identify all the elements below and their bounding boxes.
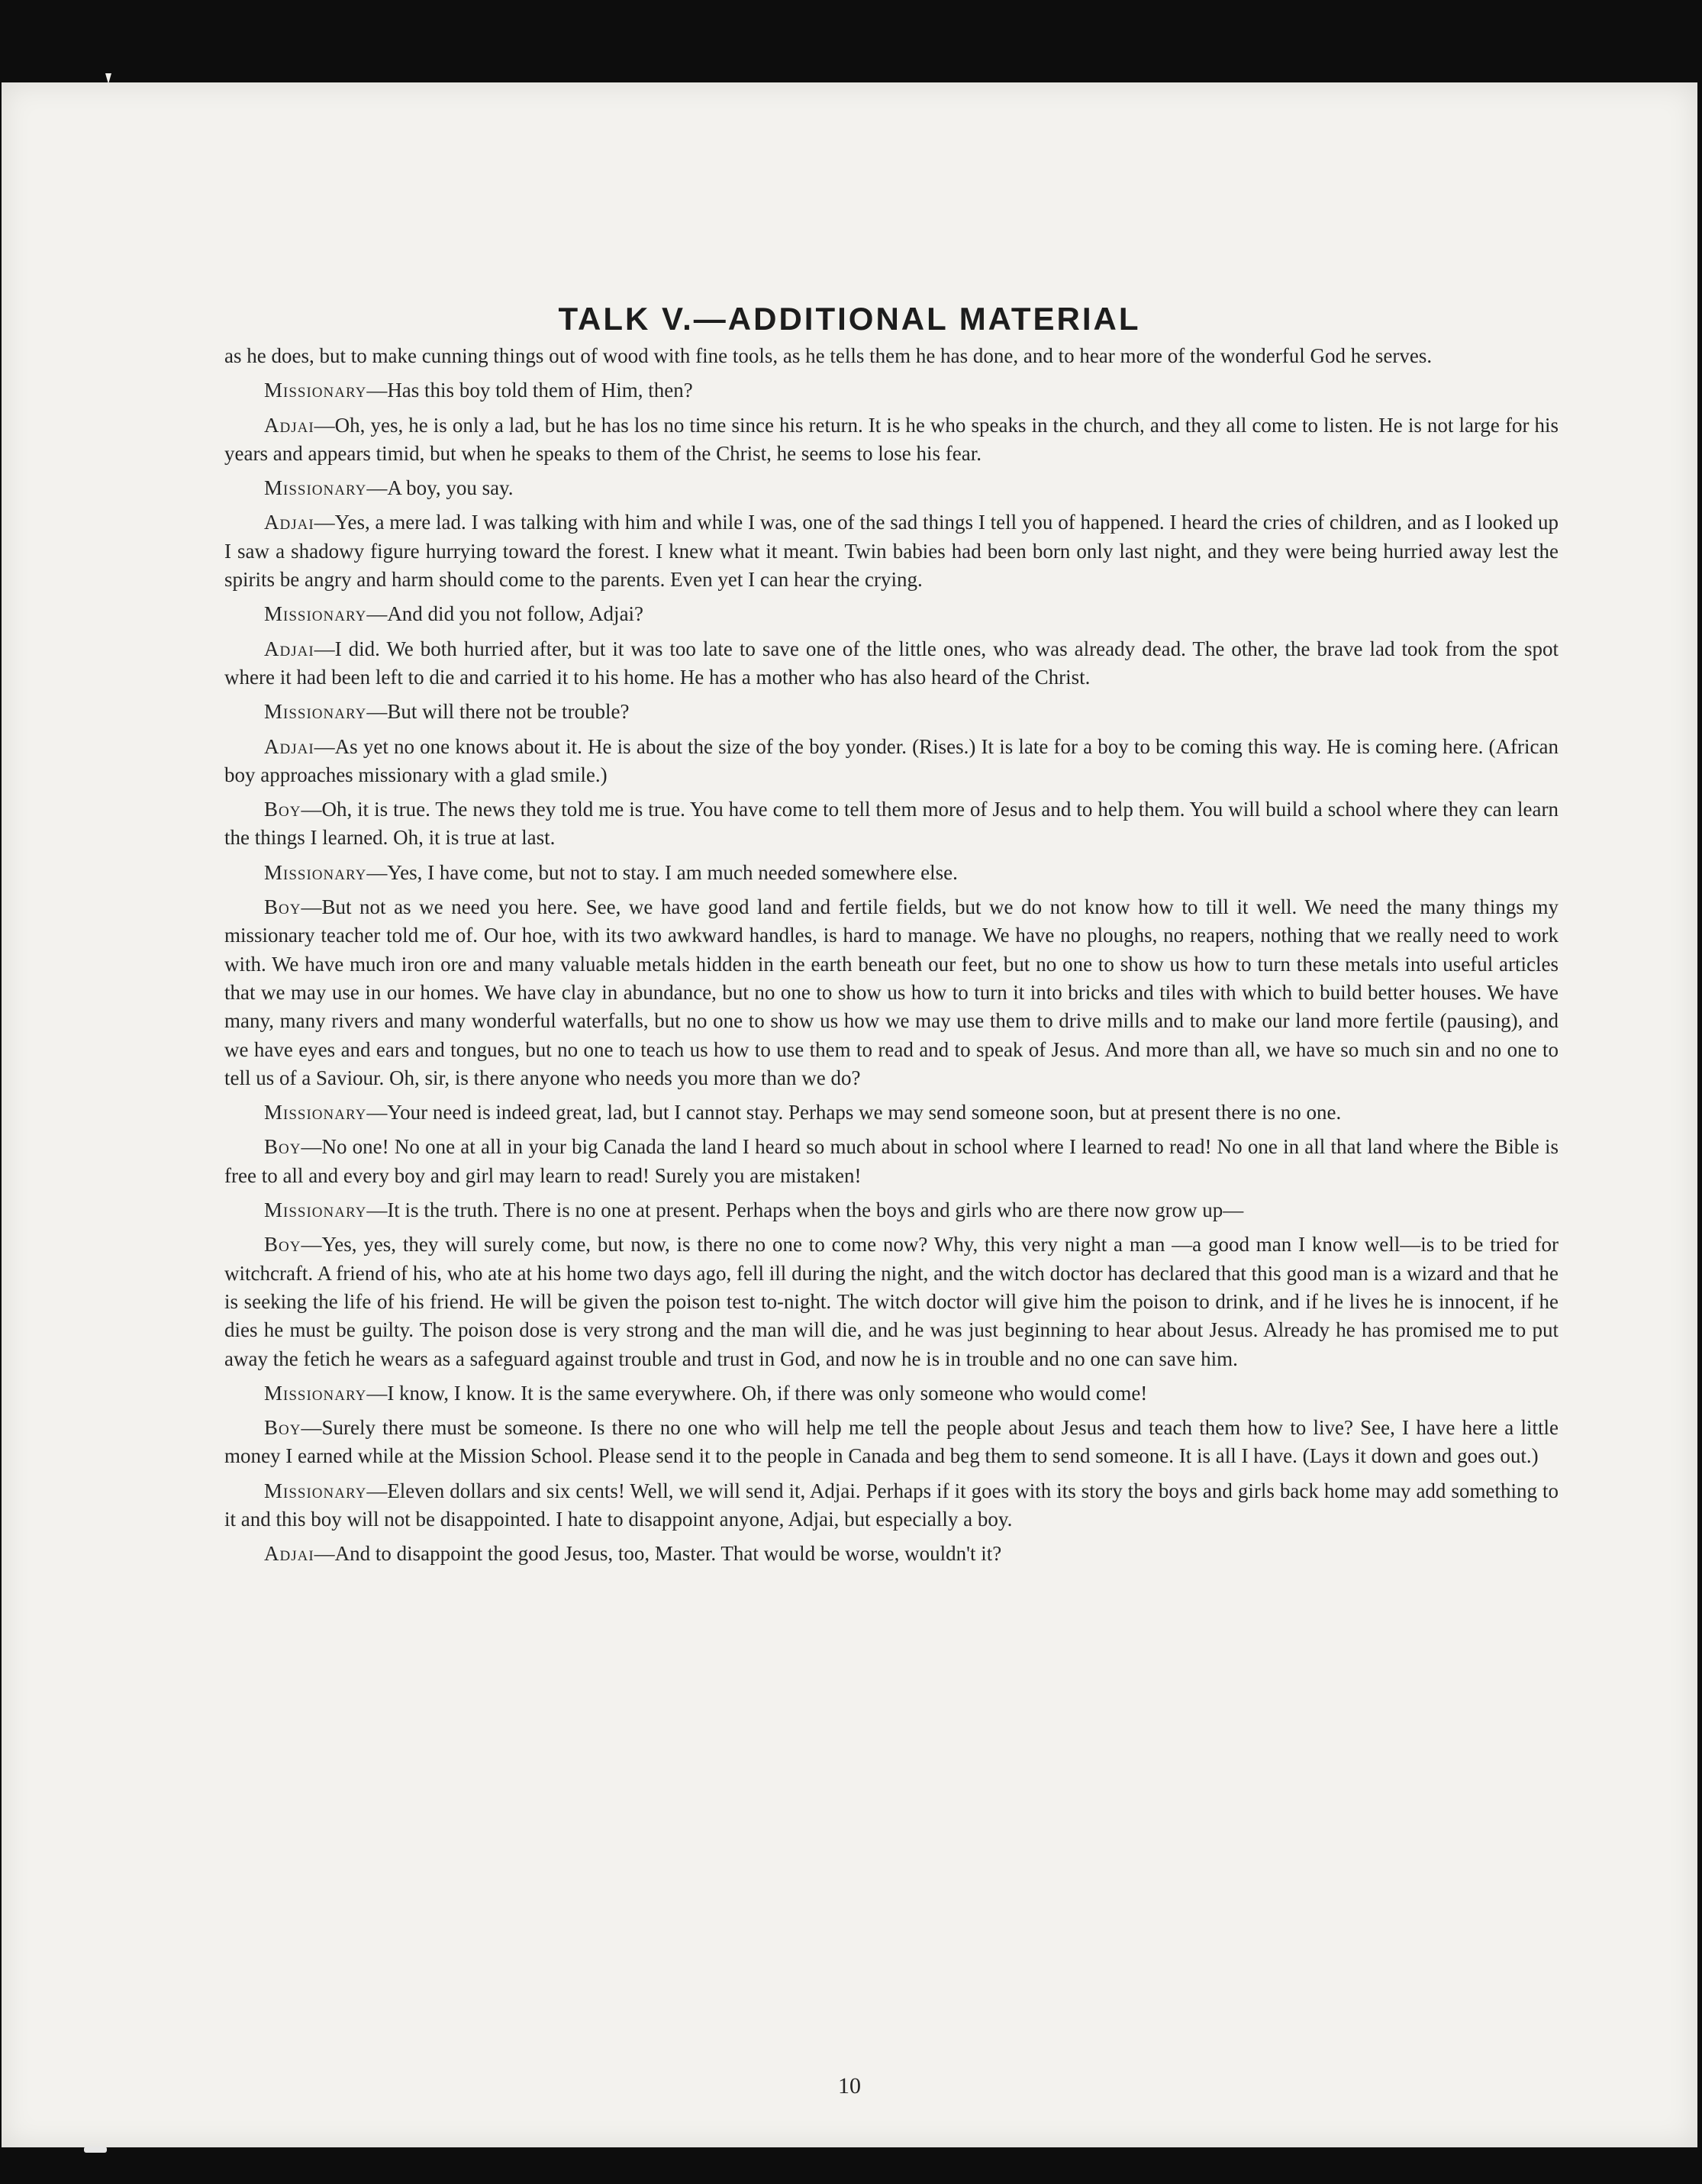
speaker-name: Boy — [264, 1135, 301, 1159]
line-text: —Oh, it is true. The news they told me is true. You have come to tell them more of Jesus and to help them. You will build a school where they can learn the things I learned. Oh, it is true at last. — [224, 798, 1559, 850]
dialogue-line — [224, 411, 1559, 469]
dialogue-line — [224, 1540, 1559, 1568]
line-text: —As yet no one knows about it. He is about the size of the boy yonder. (Rises.) It is late for a boy to be coming this way. He is coming here. (African boy approaches missionary with a glad smile.) — [224, 734, 1559, 786]
line-text: —It is the truth. There is no one at present. Perhaps when the boys and girls who are there now grow up— — [366, 1198, 1244, 1222]
dialogue-line — [224, 474, 1559, 502]
dialogue-line — [224, 1414, 1559, 1471]
scan-mark — [84, 2147, 107, 2153]
line-text: —Yes, a mere lad. I was talking with him and while I was, one of the sad things I tell you of happened. I heard the cries of children, and as I looked up I saw a shadowy figure hurrying toward the forest. I knew what it meant. Twin babies had been born only last night, and they were being hurried away lest the spirits be angry and harm should come to the parents. Even yet I can hear the crying. — [224, 511, 1559, 592]
dialogue-line — [224, 1133, 1559, 1190]
dialogue-line — [224, 1098, 1559, 1127]
document-page — [2, 82, 1697, 2147]
line-text: —No one! No one at all in your big Canada the land I heard so much about in school where I learned to read! No one in all that land where the Bible is free to all and every boy and girl may learn to read! Surely you are mistaken! — [224, 1135, 1559, 1187]
dialogue-text — [224, 342, 1559, 1575]
line-text: —Yes, yes, they will surely come, but now, is there no one to come now? Why, this very night a man —a good man I know well—is to be tried for witchcraft. A friend of his, who ate at his home two days ago, fell ill during the night, and the witch doctor has declared that this good man is a wizard and that he is seeking the life of his friend. He will be given the poison test to-night. The witch doctor will give him the poison to drink, and if he lives he is innocent, if he dies he must be guilty. The poison dose is very strong and the man will die, and he was just beginning to hear about Jesus. Already he has promised me to put away the fetich he wears as a safeguard against trouble and trust in God, and now he is in trouble and no one can save him. — [224, 1233, 1559, 1370]
dialogue-line — [224, 795, 1559, 853]
dialogue-line — [224, 859, 1559, 887]
speaker-name: Boy — [264, 895, 301, 919]
page-title: TALK V.—ADDITIONAL MATERIAL — [558, 301, 1141, 337]
dialogue-line — [224, 733, 1559, 790]
line-text: —Oh, yes, he is only a lad, but he has los no time since his return. It is he who speaks in the church, and they all come to listen. He is not large for his years and appears timid, but when he speaks to them of the Christ, he seems to lose his fear. — [224, 413, 1559, 465]
page-number: 10 — [838, 2073, 861, 2099]
speaker-name: Adjai — [264, 734, 314, 758]
dialogue-line — [224, 698, 1559, 726]
speaker-name: Adjai — [264, 413, 314, 437]
line-text: —And did you not follow, Adjai? — [366, 602, 644, 626]
speaker-name: Missionary — [264, 379, 367, 402]
line-text: —Eleven dollars and six cents! Well, we will send it, Adjai. Perhaps if it goes with its story the boys and girls back home may add something to it and this boy will not be disappointed. I hate to disappoint anyone, Adjai, but especially a boy. — [224, 1479, 1559, 1531]
dialogue-line — [224, 893, 1559, 1092]
dialogue-line — [224, 600, 1559, 628]
speaker-name: Missionary — [264, 1101, 367, 1124]
line-text: —I did. We both hurried after, but it was too late to save one of the little ones, who was already dead. The other, the brave lad took from the spot where it had been left to die and carried it to his home. He has a mother who has also heard of the Christ. — [224, 637, 1559, 689]
dialogue-line — [224, 1477, 1559, 1534]
dialogue-line — [224, 376, 1559, 405]
speaker-name: Boy — [264, 1416, 301, 1440]
dialogue-line — [224, 1196, 1559, 1224]
speaker-name: Boy — [264, 1233, 301, 1257]
speaker-name: Adjai — [264, 637, 314, 660]
speaker-name: Missionary — [264, 700, 367, 724]
speaker-name: Adjai — [264, 1542, 314, 1566]
speaker-name: Missionary — [264, 860, 367, 884]
line-text: —I know, I know. It is the same everywhere. Oh, if there was only someone who would come! — [366, 1381, 1148, 1405]
line-text: —A boy, you say. — [366, 476, 514, 500]
line-text: —But not as we need you here. See, we have good land and fertile fields, but we do not know how to till it well. We need the many things my missionary teacher told me of. Our hoe, with its two awkward handles, is hard to manage. We have no ploughs, no reapers, nothing that we really need to work with. We have much iron ore and many valuable metals hidden in the earth beneath our feet, but no one to show us how to turn these metals into useful articles that we may use in our homes. We have clay in abundance, but no one to show us how to turn it into bricks and tiles with which to build better houses. We have many, many rivers and many wonderful waterfalls, but no one to show us how we may use them to drive mills and to make our land more fertile (pausing), and we have eyes and ears and tongues, but no one to teach us how to use them to read and to speak of Jesus. And more than all, we have so much sin and no one to tell us of a Saviour. Oh, sir, is there anyone who needs you more than we do? — [224, 895, 1559, 1089]
speaker-name: Missionary — [264, 1381, 367, 1405]
dialogue-line — [224, 1379, 1559, 1408]
line-text: —And to disappoint the good Jesus, too, Master. That would be worse, wouldn't it? — [314, 1542, 1002, 1566]
speaker-name: Missionary — [264, 1479, 367, 1502]
speaker-name: Missionary — [264, 602, 367, 626]
speaker-name: Missionary — [264, 1198, 367, 1222]
speaker-name: Adjai — [264, 511, 314, 534]
speaker-name: Missionary — [264, 476, 367, 500]
dialogue-line — [224, 508, 1559, 594]
line-text: —Yes, I have come, but not to stay. I am much needed somewhere else. — [366, 860, 958, 884]
dialogue-line — [224, 635, 1559, 692]
line-text: —But will there not be trouble? — [366, 700, 630, 724]
dialogue-line — [224, 1231, 1559, 1373]
speaker-name: Boy — [264, 798, 301, 821]
line-text: —Has this boy told them of Him, then? — [366, 379, 693, 402]
line-text: —Your need is indeed great, lad, but I cannot stay. Perhaps we may send someone soon, but at present there is no one. — [366, 1101, 1342, 1124]
opening-paragraph: as he does, but to make cunning things out of wood with fine tools, as he tells them he has done, and to hear more of the wonderful God he serves. — [224, 344, 1433, 367]
line-text: —Surely there must be someone. Is there no one who will help me tell the people about Jesus and teach them how to live? See, I have here a little money I earned while at the Mission School. Please send it to the people in Canada and beg them to send someone. It is all I have. (Lays it down and goes out.) — [224, 1416, 1559, 1468]
